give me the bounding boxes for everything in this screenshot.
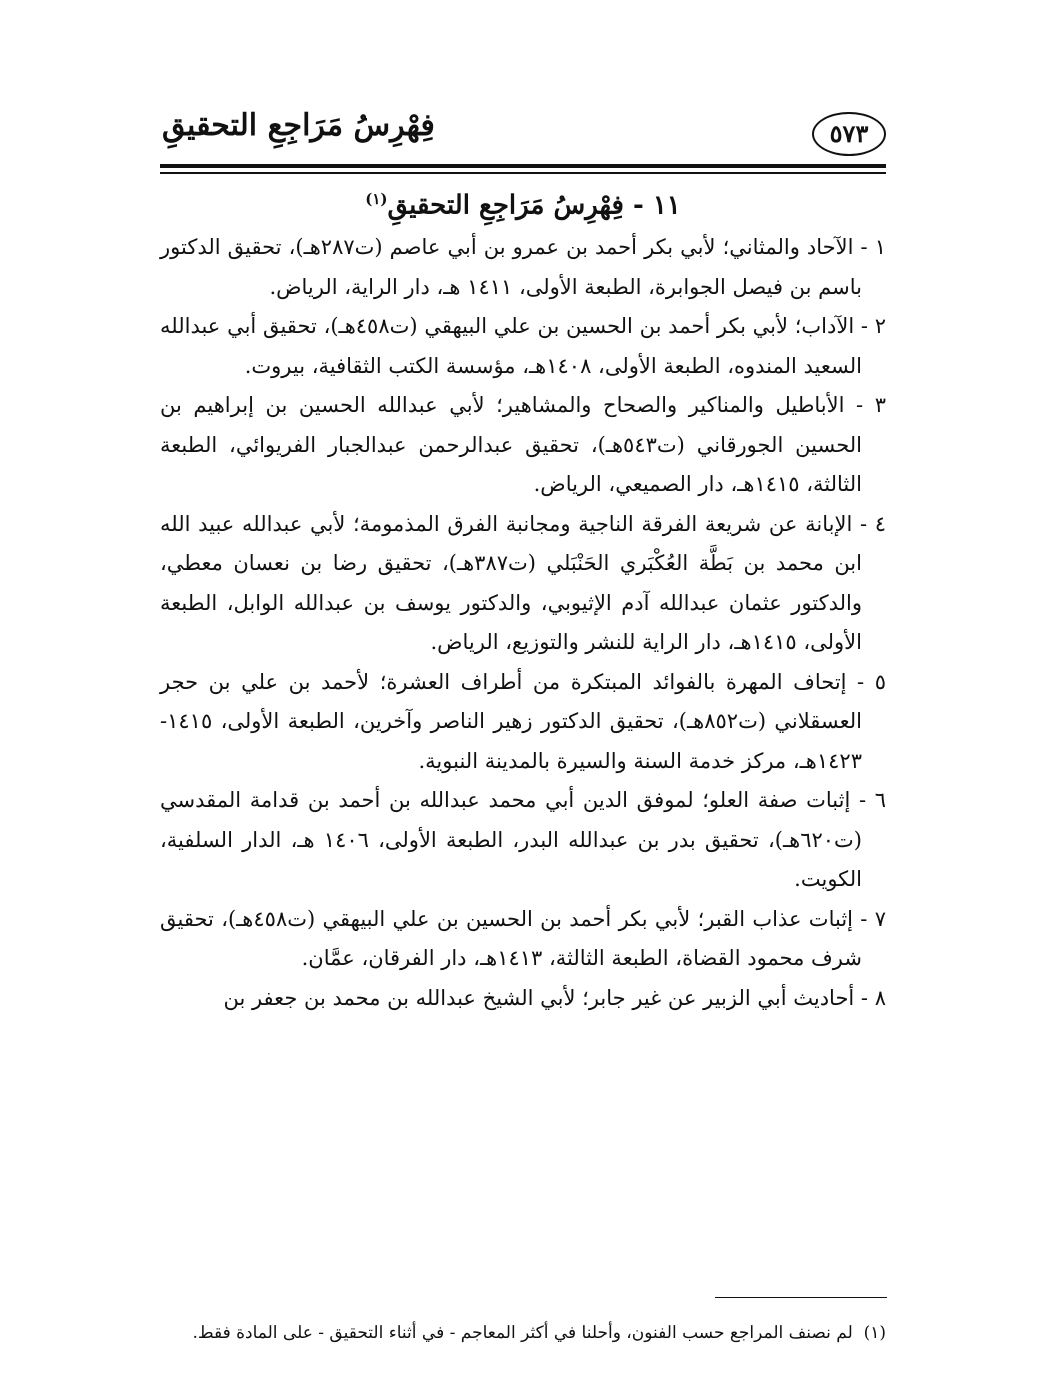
footnote-body [160,1318,886,1348]
reference-entry: ٨ - أحاديث أبي الزبير عن غير جابر؛ لأبي الشيخ عبدالله بن محمد بن جعفر بن [223,985,886,1010]
section-heading [160,190,886,221]
reference-entry: ٥ - إتحاف المهرة بالفوائد المبتكرة من أطراف العشرة؛ لأحمد بن علي بن حجر العسقلاني (ت٨٥٢هـ)، تحقيق الدكتور زهير الناصر وآخرين، الطبعة الأولى، ١٤١٥- ١٤٢٣هـ، مركز خدمة السنة والسيرة بالمدينة النبوية. [160,669,886,773]
reference-entry: ٦ - إثبات صفة العلو؛ لموفق الدين أبي محمد عبدالله بن أحمد بن قدامة المقدسي (ت٦٢٠هـ)، تحقيق بدر بن عبدالله البدر، الطبعة الأولى، ١٤٠٦ هـ، الدار السلفية، الكويت. [160,788,886,891]
header-rule-thick [160,164,886,168]
reference-entry: ٤ - الإبانة عن شريعة الفرقة الناجية ومجانبة الفرق المذمومة؛ لأبي عبدالله عبيد الله ابن محمد بن بَطَّة العُكْبَري الحَنْبَلي (ت٣٨٧هـ)، تحقيق رضا بن نعسان معطي، والدكتور عثمان عبدالله آدم الإثيوبي، والدكتور يوسف بن عبدالله الوابل، الطبعة الأولى، ١٤١٥هـ، دار الراية للنشر والتوزيع، الرياض. [160,511,886,654]
footnote [160,1318,886,1348]
reference-entry: ٢ - الآداب؛ لأبي بكر أحمد بن الحسين بن علي البيهقي (ت٤٥٨هـ)، تحقيق أبي عبدالله السعيد المندوه، الطبعة الأولى، ١٤٠٨هـ، مؤسسة الكتب الثقافية، بيروت. [160,314,886,378]
header-rule-thin [160,172,886,174]
reference-entry: ١ - الآحاد والمثاني؛ لأبي بكر أحمد بن عمرو بن أبي عاصم (ت٢٨٧هـ)، تحقيق الدكتور باسم بن فيصل الجوابرة، الطبعة الأولى، ١٤١١ هـ، دار الراية، الرياض. [160,235,886,299]
page-number: ٥٧٣ [812,112,886,156]
reference-list [160,228,886,1018]
footnote-text: لم نصنف المراجع حسب الفنون، وأحلنا في أكثر المعاجم - في أثناء التحقيق - على المادة فقط. [192,1323,853,1343]
footnote-marker: (١) [863,1323,886,1343]
reference-entry: ٣ - الأباطيل والمناكير والصحاح والمشاهير؛ لأبي عبدالله الحسين بن إبراهيم بن الحسين الجورقاني (ت٥٤٣هـ)، تحقيق عبدالرحمن عبدالجبار الفريوائي، الطبعة الثالثة، ١٤١٥هـ، دار الصميعي، الرياض. [160,393,886,496]
section-heading-text: ١١ - فِهْرِسُ مَرَاجِعِ التحقيقِ [387,190,681,221]
running-title: فِهْرِسُ مَرَاجِعِ التحقيقِ [162,108,435,143]
reference-entry: ٧ - إثبات عذاب القبر؛ لأبي بكر أحمد بن الحسين بن علي البيهقي (ت٤٥٨هـ)، تحقيق شرف محمود القضاة، الطبعة الثالثة، ١٤١٣هـ، دار الفرقان، عمَّان. [160,906,887,970]
footnote-ref: (١) [365,190,388,208]
footnote-separator [715,1297,887,1298]
